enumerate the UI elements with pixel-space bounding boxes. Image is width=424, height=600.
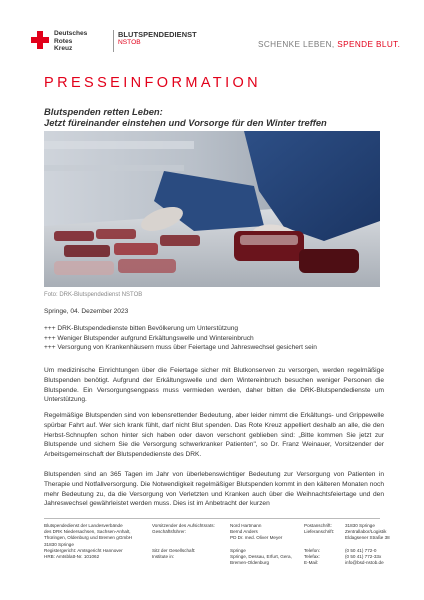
slogan-part1: SCHENKE LEBEN, <box>258 40 338 49</box>
body-paragraph: Um medizinische Einrichtungen über die Feiertage sicher mit Blutkonserven zu versorgen, werden regelmäßige Blutspenden benötigt. Aufgrund der Erkältungswelle und dem Wintereinbruch besuchen weniger Personen die Blutspende. Ein Versorgungsengpass muss vermieden werden, daher bitten die DRK-Blutspendedienste um Unterstützung. <box>44 367 384 404</box>
footer-line: Geschäftsführer: <box>152 529 186 535</box>
footer-line: 31830 Springe <box>44 541 74 547</box>
footer-line: (0 50 41) 772-33x <box>345 554 382 560</box>
footer-line: des DRK Niedersachsen, Sachsen-Anhalt, <box>44 529 131 535</box>
footer-names <box>230 523 292 566</box>
footer-company-info <box>44 523 132 560</box>
footer-roles <box>152 523 215 560</box>
service-subtitle: NSTOB <box>118 39 141 46</box>
footer-line: (0 50 41) 772-0 <box>345 547 377 553</box>
footer-line: Eldagsener Straße 38 <box>345 535 390 541</box>
photo-caption: Foto: DRK-Blutspendedienst NSTOB <box>44 292 143 298</box>
body-paragraph: Blutspenden sind an 365 Tagen im Jahr von überlebenswichtiger Bedeutung zur Versorgung von Patienten in Therapie und Notfallversorgung. Die Notwendigkeit regelmäßiger Blutspenden kommt in den kälteren Monaten noch mehr Bedeutung zu, da die Versorgung von Verletzten und Kranken auch über die Weihnachtsfeiertage und den Jahreswechsel gewährleistet werden muss. Dies ist im Anbetracht der kurzen <box>44 471 384 508</box>
footer-line: Telefon: <box>304 547 321 553</box>
org-name-line: Rotes <box>54 37 73 45</box>
footer-line: HRB: Amtsblatt-Nr. 101062 <box>44 554 100 560</box>
org-name <box>54 30 87 53</box>
key-point: +++ Versorgung von Krankenhäusern muss über Feiertage und Jahreswechsel gesichert sein <box>44 344 317 352</box>
footer-line: Bremen-Oldenburg <box>230 560 270 566</box>
body-paragraph: Regelmäßige Blutspenden sind von lebensrettender Bedeutung, aber leider nimmt die Erkältungs- und Grippewelle spürbar Fahrt auf. Wer sich krank fühlt, darf nicht Blut spenden. Das Rote Kreuz appelliert deshalb an alle, die den Herbst-Schnupfen schon hinter sich haben oder davon verschont geblieben sind: „Bitte kommen Sie jetzt zur Blutspende und sichern Sie die Versorgung schwerkranker Patienten", so Dr. Franz Weinauer, Vorsitzender der Arbeitsgemeinschaft der Blutspendedienste des DRK. <box>44 412 384 459</box>
key-point: +++ Weniger Blutspender aufgrund Erkältungswelle und Wintereinbruch <box>44 334 254 342</box>
article-title-line1: Blutspenden retten Leben: <box>44 106 163 117</box>
footer-line: Lieferanschrift: <box>304 529 335 535</box>
footer-line: Blutspendedienst der Landesverbände <box>44 523 123 528</box>
article-title-line2: Jetzt füreinander einstehen und Vorsorge für den Winter treffen <box>44 117 327 128</box>
footer-line: Bernd Anders <box>230 529 258 535</box>
footer-line: Zentrallabor/Logistik <box>345 529 387 535</box>
footer-line: 31830 Springe <box>345 523 375 528</box>
footer-divider <box>44 518 380 519</box>
footer-line: Springe, Dessau, Erfurt, Gera, <box>230 554 292 560</box>
footer-line: info@bsd-nstob.de <box>345 560 384 566</box>
place-date: Springe, 04. Dezember 2023 <box>44 308 129 315</box>
footer-line: Thüringen, Oldenburg und Bremen gGmbH <box>44 535 133 541</box>
footer-contact-values <box>345 523 390 566</box>
key-points-list <box>44 324 317 353</box>
footer-line: Vorsitzender des Aufsichtsrats: <box>152 523 215 528</box>
footer-line: PD Dr. med. Oliver Meyer <box>230 535 283 541</box>
footer-line: Postanschrift: <box>304 523 332 528</box>
footer-line: Springe <box>230 547 246 553</box>
article-photo <box>44 131 380 287</box>
slogan-part2: SPENDE BLUT. <box>337 40 401 49</box>
press-heading: PRESSEINFORMATION <box>44 75 262 91</box>
footer-line: Registergericht: Amtsgericht Hannover <box>44 547 123 553</box>
org-name-line: Deutsches <box>54 30 88 37</box>
service-title: BLUTSPENDEDIENST <box>118 30 197 39</box>
key-point: +++ DRK-Blutspendedienste bitten Bevölkerung um Unterstützung <box>44 325 239 332</box>
logo-divider <box>113 30 114 52</box>
slogan <box>258 40 400 49</box>
footer-line: Telefax: <box>304 554 320 560</box>
footer-line: Sitz der Gesellschaft: <box>152 547 196 553</box>
footer-line: Institute in: <box>152 554 175 560</box>
red-cross-logo-icon <box>31 31 49 49</box>
footer-line: Nord Hartmann <box>230 523 262 528</box>
org-name-line: Kreuz <box>54 45 73 53</box>
footer-contact-labels <box>304 523 334 566</box>
footer-line: E-Mail: <box>304 560 319 566</box>
